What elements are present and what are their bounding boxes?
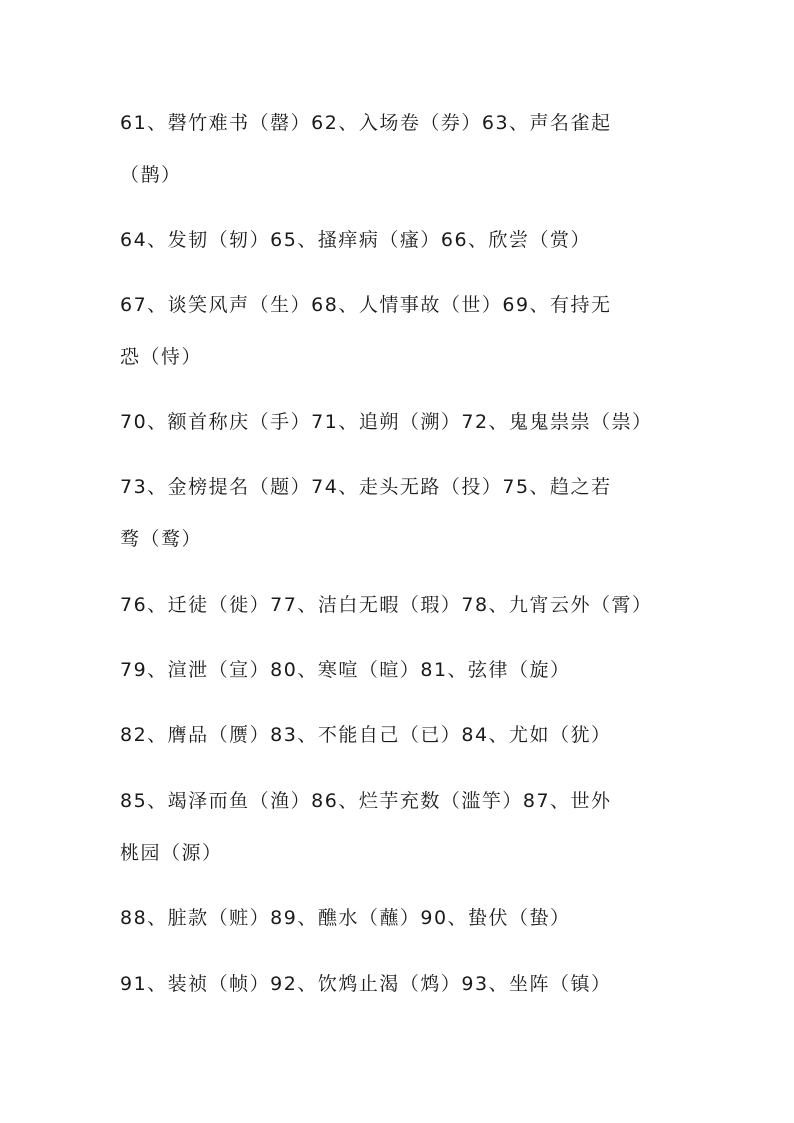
text-line-9: 76、迁徒（徙）77、洁白无暇（瑕）78、九宵云外（霄）: [120, 594, 653, 616]
text-line-8: 骛（鹜）: [120, 528, 203, 550]
text-line-13: 桃园（源）: [120, 842, 223, 864]
text-line-12: 85、竭泽而鱼（渔）86、烂芋充数（滥竽）87、世外: [120, 790, 612, 812]
text-line-5: 恐（恃）: [120, 346, 203, 368]
text-line-11: 82、膺品（赝）83、不能自己（已）84、尤如（犹）: [120, 724, 612, 746]
text-line-3: 64、发韧（轫）65、搔痒病（瘙）66、欣尝（赏）: [120, 229, 592, 251]
text-line-6: 70、额首称庆（手）71、追朔（溯）72、鬼鬼祟祟（祟）: [120, 411, 653, 433]
text-line-10: 79、渲泄（宣）80、寒喧（暄）81、弦律（旋）: [120, 659, 571, 681]
text-line-14: 88、脏款（赃）89、醮水（蘸）90、蛰伏（蛰）: [120, 907, 571, 929]
text-line-15: 91、装祯（帧）92、饮鸩止渴（鸩）93、坐阵（镇）: [120, 973, 612, 995]
text-line-1: 61、磬竹难书（罄）62、入场卷（券）63、声名雀起: [120, 112, 612, 134]
text-line-7: 73、金榜提名（题）74、走头无路（投）75、趋之若: [120, 476, 612, 498]
text-line-2: （鹊）: [120, 164, 182, 186]
text-line-4: 67、谈笑风声（生）68、人情事故（世）69、有持无: [120, 294, 612, 316]
